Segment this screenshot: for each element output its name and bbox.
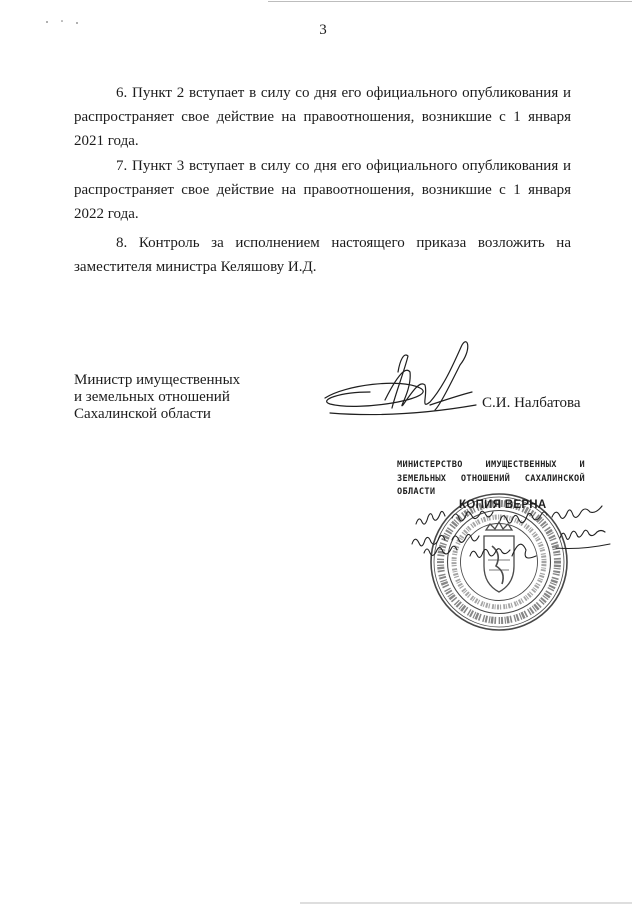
paragraph-line: распространяет свое действие на правоотношения, возникшие с 1 января	[74, 109, 571, 125]
paragraph-7	[74, 154, 571, 226]
signer-position-line: Министр имущественных	[74, 372, 241, 388]
stamp-org-line: ЗЕМЕЛЬНЫХ ОТНОШЕНИЙ САХАЛИНСКОЙ	[397, 473, 585, 484]
seal-outer-lettering	[441, 504, 558, 621]
seal-inner-lettering	[454, 517, 544, 607]
paragraph-line: 8. Контроль за исполнением настоящего приказа возложить на	[116, 235, 571, 251]
scan-specks	[46, 20, 78, 24]
paragraph-line: распространяет свое действие на правоотношения, возникшие с 1 января	[74, 182, 571, 198]
signatory-name: С.И. Налбатова	[482, 395, 581, 411]
handwritten-notes	[412, 506, 610, 558]
paragraph-6	[74, 81, 571, 153]
page-number: 3	[319, 22, 327, 38]
paragraph-8	[74, 231, 571, 279]
signature	[325, 342, 476, 415]
paragraph-line: 2021 года.	[74, 133, 139, 149]
round-seal	[431, 494, 567, 630]
stamp-certification-label: КОПИЯ ВЕРНА	[459, 499, 547, 511]
stamp-org-line: ОБЛАСТИ	[397, 487, 436, 497]
signer-position-line: Сахалинской области	[74, 406, 211, 422]
stamp-org-line: МИНИСТЕРСТВО ИМУЩЕСТВЕННЫХ И	[397, 460, 585, 470]
paragraph-line: заместителя министра Келяшову И.Д.	[74, 259, 317, 275]
paragraph-line: 6. Пункт 2 вступает в силу со дня его официального опубликования и	[116, 85, 571, 101]
signer-position-line: и земельных отношений	[74, 389, 230, 405]
signer-position	[74, 372, 240, 423]
seal-emblem	[484, 522, 514, 592]
certification-stamp	[397, 459, 585, 500]
paragraph-line: 7. Пункт 3 вступает в силу со дня его официального опубликования и	[116, 158, 571, 174]
paragraph-line: 2022 года.	[74, 206, 139, 222]
